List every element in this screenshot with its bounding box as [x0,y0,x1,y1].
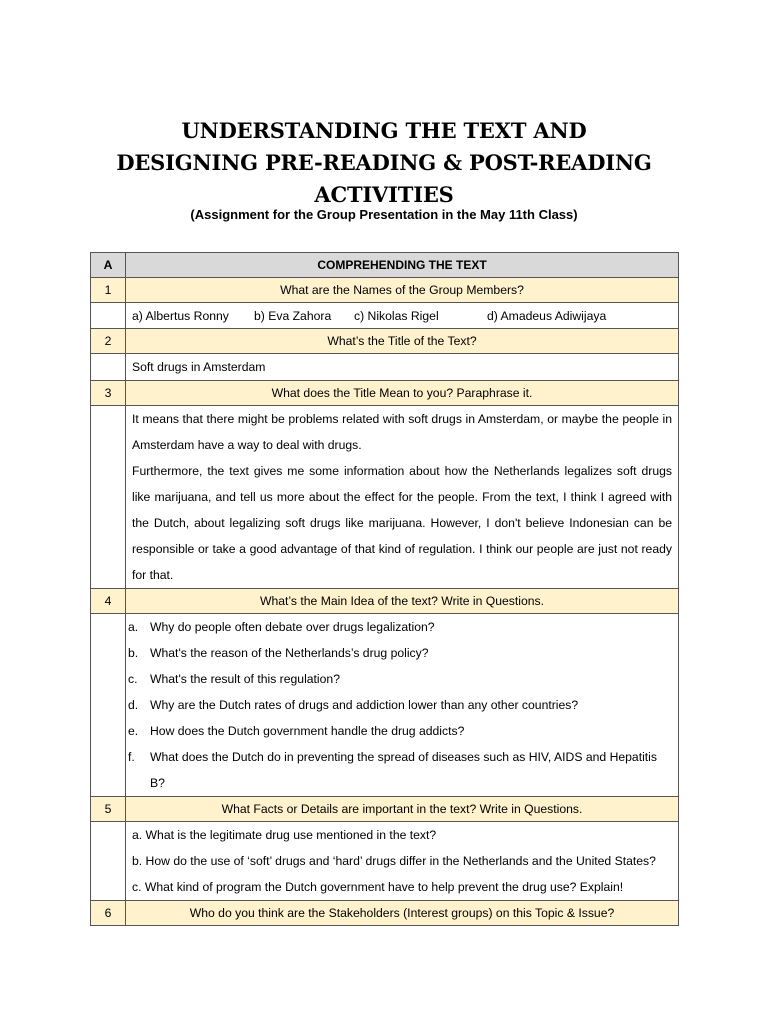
answer-cell [126,406,679,589]
section-letter: A [91,253,126,278]
member-name: c) Nikolas Rigel [354,308,439,323]
title-line: ACTIVITIES [314,182,454,207]
list-marker: d. [128,698,139,712]
fact-question: c. What kind of program the Dutch government have to help prevent the drug use? Explain! [132,880,624,894]
answer-number-cell [91,303,126,329]
list-item-text: How does the Dutch government handle the drug addicts? [150,724,465,738]
answer-number-cell [91,354,126,381]
list-item [128,718,672,744]
question-row [91,901,679,926]
member-name: b) Eva Zahora [254,308,332,323]
answer-cell [126,354,679,381]
list-item-text: What's the reason of the Netherlands’s drug policy? [150,646,429,660]
question-text: What are the Names of the Group Members? [126,278,679,303]
answer-cell [126,614,679,797]
document-subtitle: (Assignment for the Group Presentation in the May 11th Class) [190,207,578,222]
question-row [91,797,679,822]
question-number: 6 [91,901,126,926]
question-text: What’s the Main Idea of the text? Write in Questions. [126,589,679,614]
answer-row [91,614,679,797]
question-number: 4 [91,589,126,614]
answer-row [91,303,679,329]
answer-number-cell [91,614,126,797]
list-item [128,640,672,666]
answer-text: Soft drugs in Amsterdam [132,360,266,374]
list-item [128,744,672,796]
question-row [91,381,679,406]
member-name: d) Amadeus Adiwijaya [487,308,607,323]
table-header-row [91,253,679,278]
question-row [91,278,679,303]
list-item [128,666,672,692]
answer-row [91,822,679,901]
list-marker: b. [128,646,139,660]
question-text: Who do you think are the Stakeholders (Interest groups) on this Topic & Issue? [126,901,679,926]
list-item-text: Why do people often debate over drugs legalization? [150,620,435,634]
answer-cell [126,303,679,329]
comprehension-table [90,252,679,926]
question-row [91,329,679,354]
answer-number-cell [91,406,126,589]
document-title [90,115,678,211]
list-item [128,692,672,718]
list-marker: f. [128,750,135,764]
question-text: What’s the Title of the Text? [126,329,679,354]
list-marker: c. [128,672,138,686]
question-number: 3 [91,381,126,406]
fact-question: b. How do the use of ‘soft’ drugs and ‘hard’ drugs differ in the Netherlands and the United States? [132,854,656,868]
question-row [91,589,679,614]
answer-paragraph: It means that there might be problems related with soft drugs in Amsterdam, or maybe the people in Amsterdam have a way to deal with drugs. [132,412,672,452]
list-item-text: What's the result of this regulation? [150,672,340,686]
question-number: 1 [91,278,126,303]
answer-row [91,354,679,381]
title-line: UNDERSTANDING THE TEXT AND [181,118,587,143]
question-text: What Facts or Details are important in the text? Write in Questions. [126,797,679,822]
question-number: 5 [91,797,126,822]
list-item [128,614,672,640]
answer-row [91,406,679,589]
fact-question: a. What is the legitimate drug use mentioned in the text? [132,828,437,842]
answer-cell [126,822,679,901]
title-line: DESIGNING PRE-READING & POST-READING [116,150,652,175]
question-number: 2 [91,329,126,354]
list-item-text: What does the Dutch do in preventing the spread of diseases such as HIV, AIDS and Hepatitis B? [150,750,657,790]
question-text: What does the Title Mean to you? Paraphrase it. [126,381,679,406]
list-marker: a. [128,620,139,634]
answer-paragraph: Furthermore, the text gives me some information about how the Netherlands legalizes soft drugs like marijuana, and tell us more about the effect for the people. From the text, I think I agreed with the Dutch, about legalizing soft drugs like marijuana. However, I don't believe Indonesian can be responsible or take a good advantage of that kind of regulation. I think our people are just not ready for that. [132,464,672,582]
main-idea-list [128,614,672,796]
member-name: a) Albertus Ronny [132,308,229,323]
group-members [132,303,672,328]
section-title: COMPREHENDING THE TEXT [126,253,679,278]
answer-number-cell [91,822,126,901]
list-item-text: Why are the Dutch rates of drugs and addiction lower than any other countries? [150,698,579,712]
list-marker: e. [128,724,139,738]
